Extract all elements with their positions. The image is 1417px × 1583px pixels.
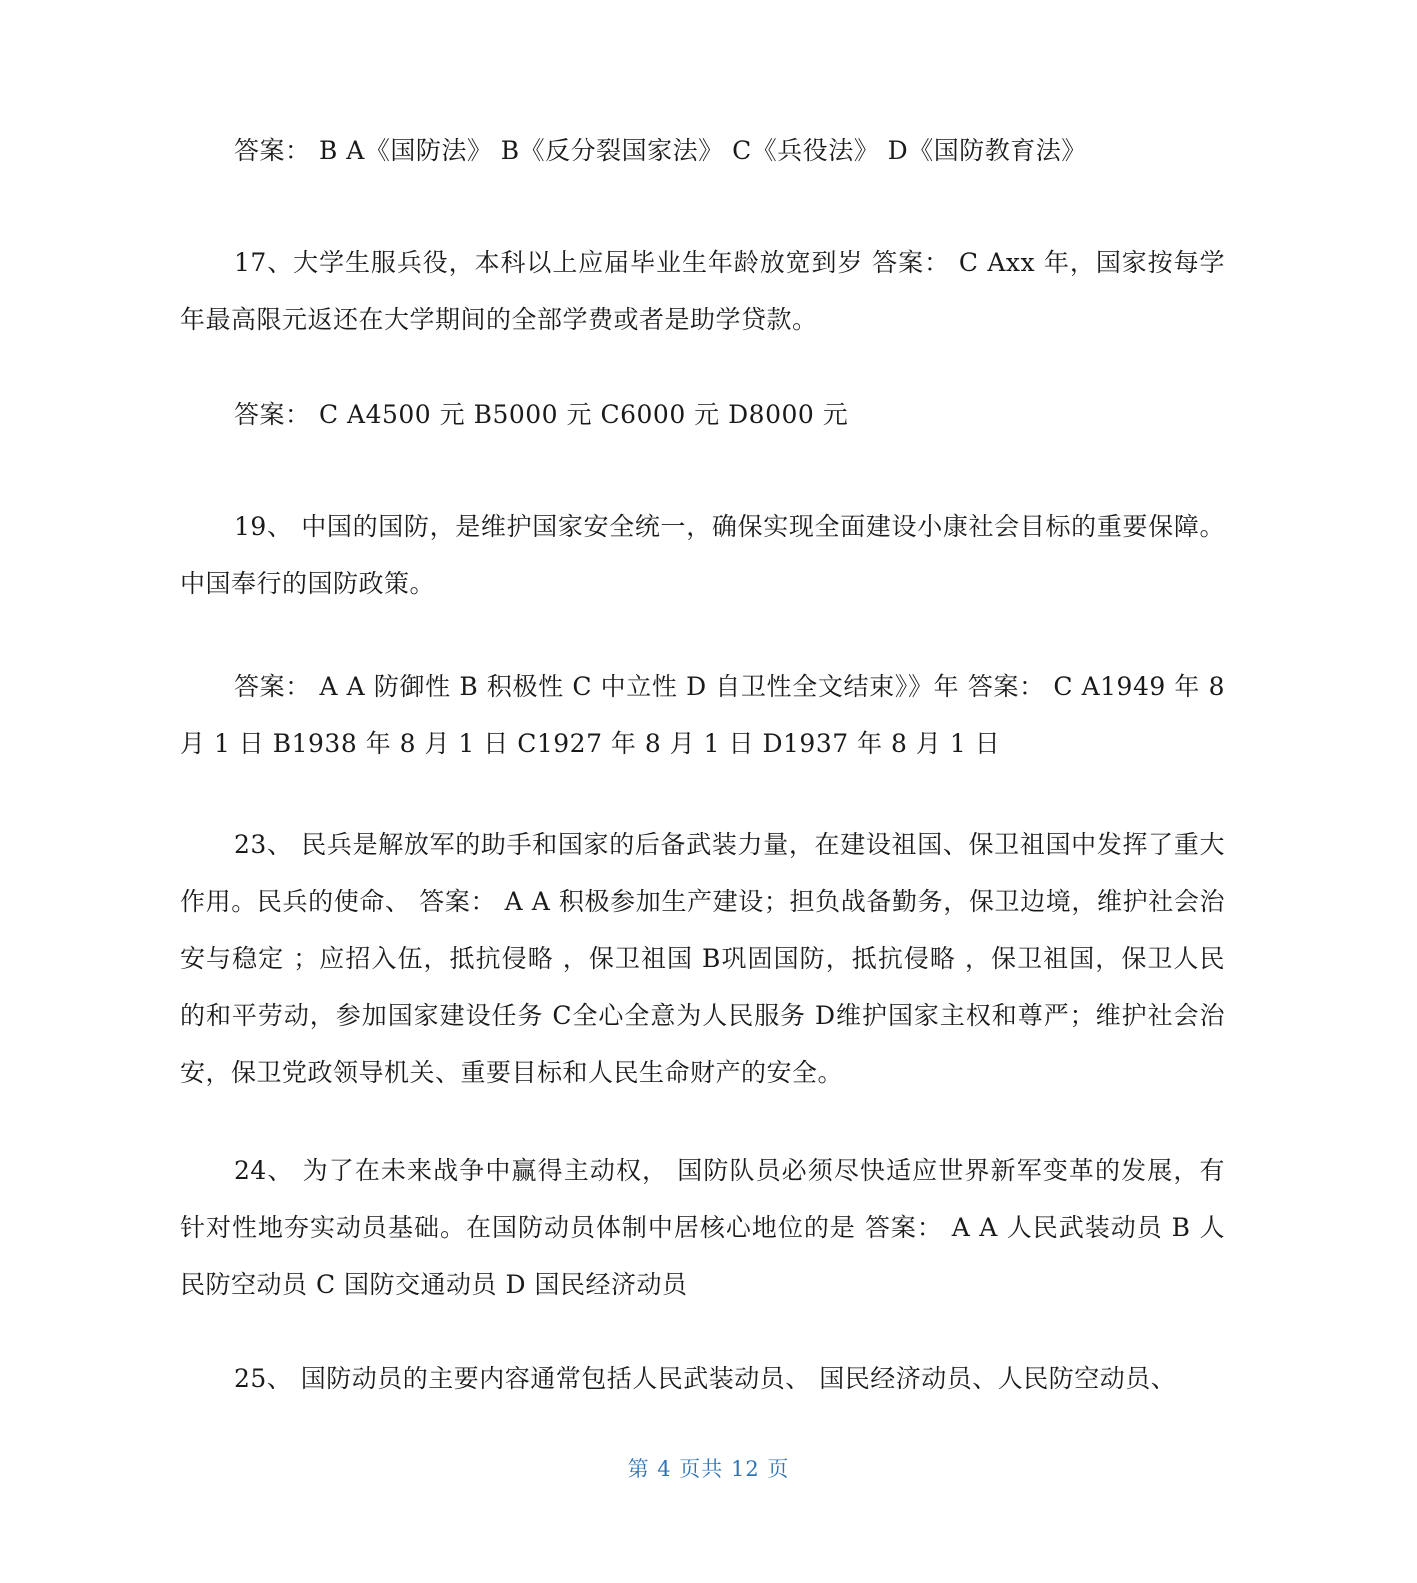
question-paragraph-23: 23、 民兵是解放军的助手和国家的后备武装力量，在建设祖国、保卫祖国中发挥了重大作用。民兵的使命、 答案： A A 积极参加生产建设；担负战备勤务，保卫边境，维护社会治安与稳定 ；应招入伍，抵抗侵略 ，保卫祖国 B巩固国防，抵抗侵略 ，保卫祖国，保卫人民的和平劳动，参加国家建设任务 C全心全意为人民服务 D维护国家主权和尊严；维护社会治安，保卫党政领导机关、重要目标和人民生命财产的安全。 — [180, 830, 1225, 1087]
question-paragraph-24: 24、 为了在未来战争中赢得主动权， 国防队员必须尽快适应世界新军变革的发展，有针对性地夯实动员基础。在国防动员体制中居核心地位的是 答案： A A 人民武装动员 B 人民防空动员 C 国防交通动员 D 国民经济动员 — [180, 1156, 1225, 1299]
answer-paragraph-16: 答案： B A《国防法》 B《反分裂国家法》 C《兵役法》 D《国防教育法》 — [234, 136, 1087, 165]
page-number-footer: 第 4 页共 12 页 — [627, 1457, 790, 1481]
answer-paragraph-18: 答案： C A4500 元 B5000 元 C6000 元 D8000 元 — [234, 400, 849, 429]
answer-paragraph-19: 答案： A A 防御性 B 积极性 C 中立性 D 自卫性全文结束》》年 答案： C A1949 年 8 月 1 日 B1938 年 8 月 1 日 C1927 年 8 月 1 日 D1937 年 8 月 1 日 — [180, 672, 1225, 758]
question-paragraph-17: 17、大学生服兵役，本科以上应届毕业生年龄放宽到岁 答案： C Axx 年，国家按每学年最高限元返还在大学期间的全部学费或者是助学贷款。 — [180, 248, 1225, 334]
question-paragraph-25: 25、 国防动员的主要内容通常包括人民武装动员、 国民经济动员、人民防空动员、 — [234, 1364, 1177, 1393]
question-paragraph-19: 19、 中国的国防，是维护国家安全统一，确保实现全面建设小康社会目标的重要保障。中国奉行的国防政策。 — [180, 512, 1225, 598]
